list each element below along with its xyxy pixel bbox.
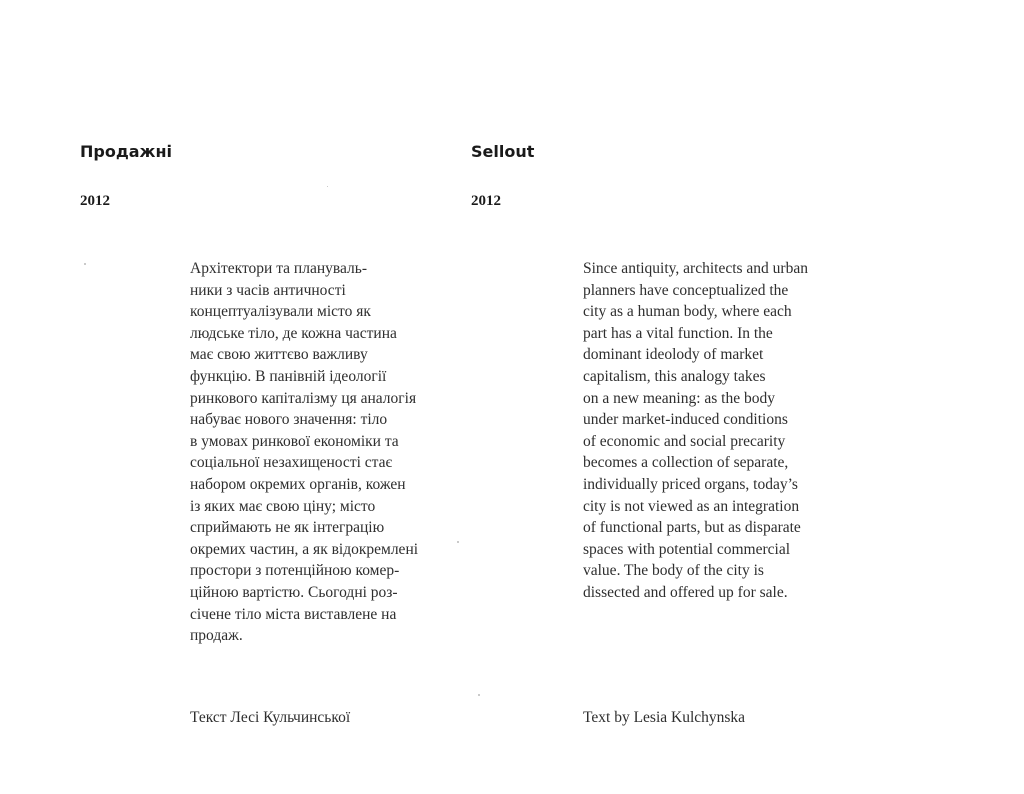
english-body-line: city is not viewed as an integration [583,497,800,515]
english-body-line: part has a vital function. In the [583,324,773,342]
ukrainian-body-line: набором окремих органів, кожен [190,475,406,493]
ukrainian-body-line: соціальної незахищеності стає [190,454,393,472]
english-body-line: Since antiquity, architects and urban [583,260,808,277]
english-body-line: of functional parts, but as disparate [583,519,801,537]
ukrainian-body-line: ники з часів античності [190,281,346,299]
ukrainian-body-line: продаж. [190,627,243,645]
english-body-line: dominant ideolody of market [583,346,764,364]
ukrainian-body-line: Архітектори та плануваль- [190,260,367,277]
ukrainian-body [190,258,418,647]
english-body-line: individually priced organs, today’s [583,475,798,493]
ukrainian-body-line: сприймають не як інтеграцію [190,519,385,537]
english-body-line: dissected and offered up for sale. [583,583,788,601]
ukrainian-body-line: людське тіло, де кожна частина [190,324,397,342]
english-body-line: city as a human body, where each [583,303,792,321]
english-title: Sellout [471,142,535,161]
english-body [583,258,808,604]
ukrainian-body-line: січене тіло міста виставлене на [190,605,397,623]
english-credit: Text by Lesia Kulchynska [583,709,746,726]
ukrainian-title: Продажні [80,142,173,161]
ukrainian-body-line: ринкового капіталізму ця аналогія [190,389,417,407]
ukrainian-body-line: окремих частин, а як відокремлені [190,540,419,558]
scan-speck [84,263,86,265]
ukrainian-year: 2012 [80,193,110,209]
english-body-line: on a new meaning: as the body [583,389,775,407]
english-body-line: spaces with potential commercial [583,540,791,558]
scan-speck [327,186,328,187]
ukrainian-body-line: простори з потенційною комер- [190,562,400,580]
ukrainian-body-line: концептуалізували місто як [190,303,371,321]
ukrainian-body-line: ційною вартістю. Сьогодні роз- [190,583,398,601]
english-body-line: planners have conceptualized the [583,281,789,299]
english-body-line: capitalism, this analogy takes [583,367,766,385]
ukrainian-credit: Текст Лесі Кульчинської [190,709,351,726]
english-body-line: becomes a collection of separate, [583,454,789,472]
ukrainian-body-line: має свою життєво важливу [190,346,368,364]
ukrainian-body-line: набуває нового значення: тіло [190,411,388,429]
ukrainian-body-line: функцію. В панівній ідеології [190,367,387,385]
scan-speck [478,694,480,696]
ukrainian-body-line: із яких має свою ціну; місто [190,497,376,515]
english-body-line: value. The body of the city is [583,562,764,580]
scan-speck [457,541,459,543]
ukrainian-body-line: в умовах ринкової економіки та [190,432,399,450]
english-year: 2012 [471,193,501,209]
english-body-line: under market-induced conditions [583,411,788,429]
english-body-line: of economic and social precarity [583,432,786,450]
